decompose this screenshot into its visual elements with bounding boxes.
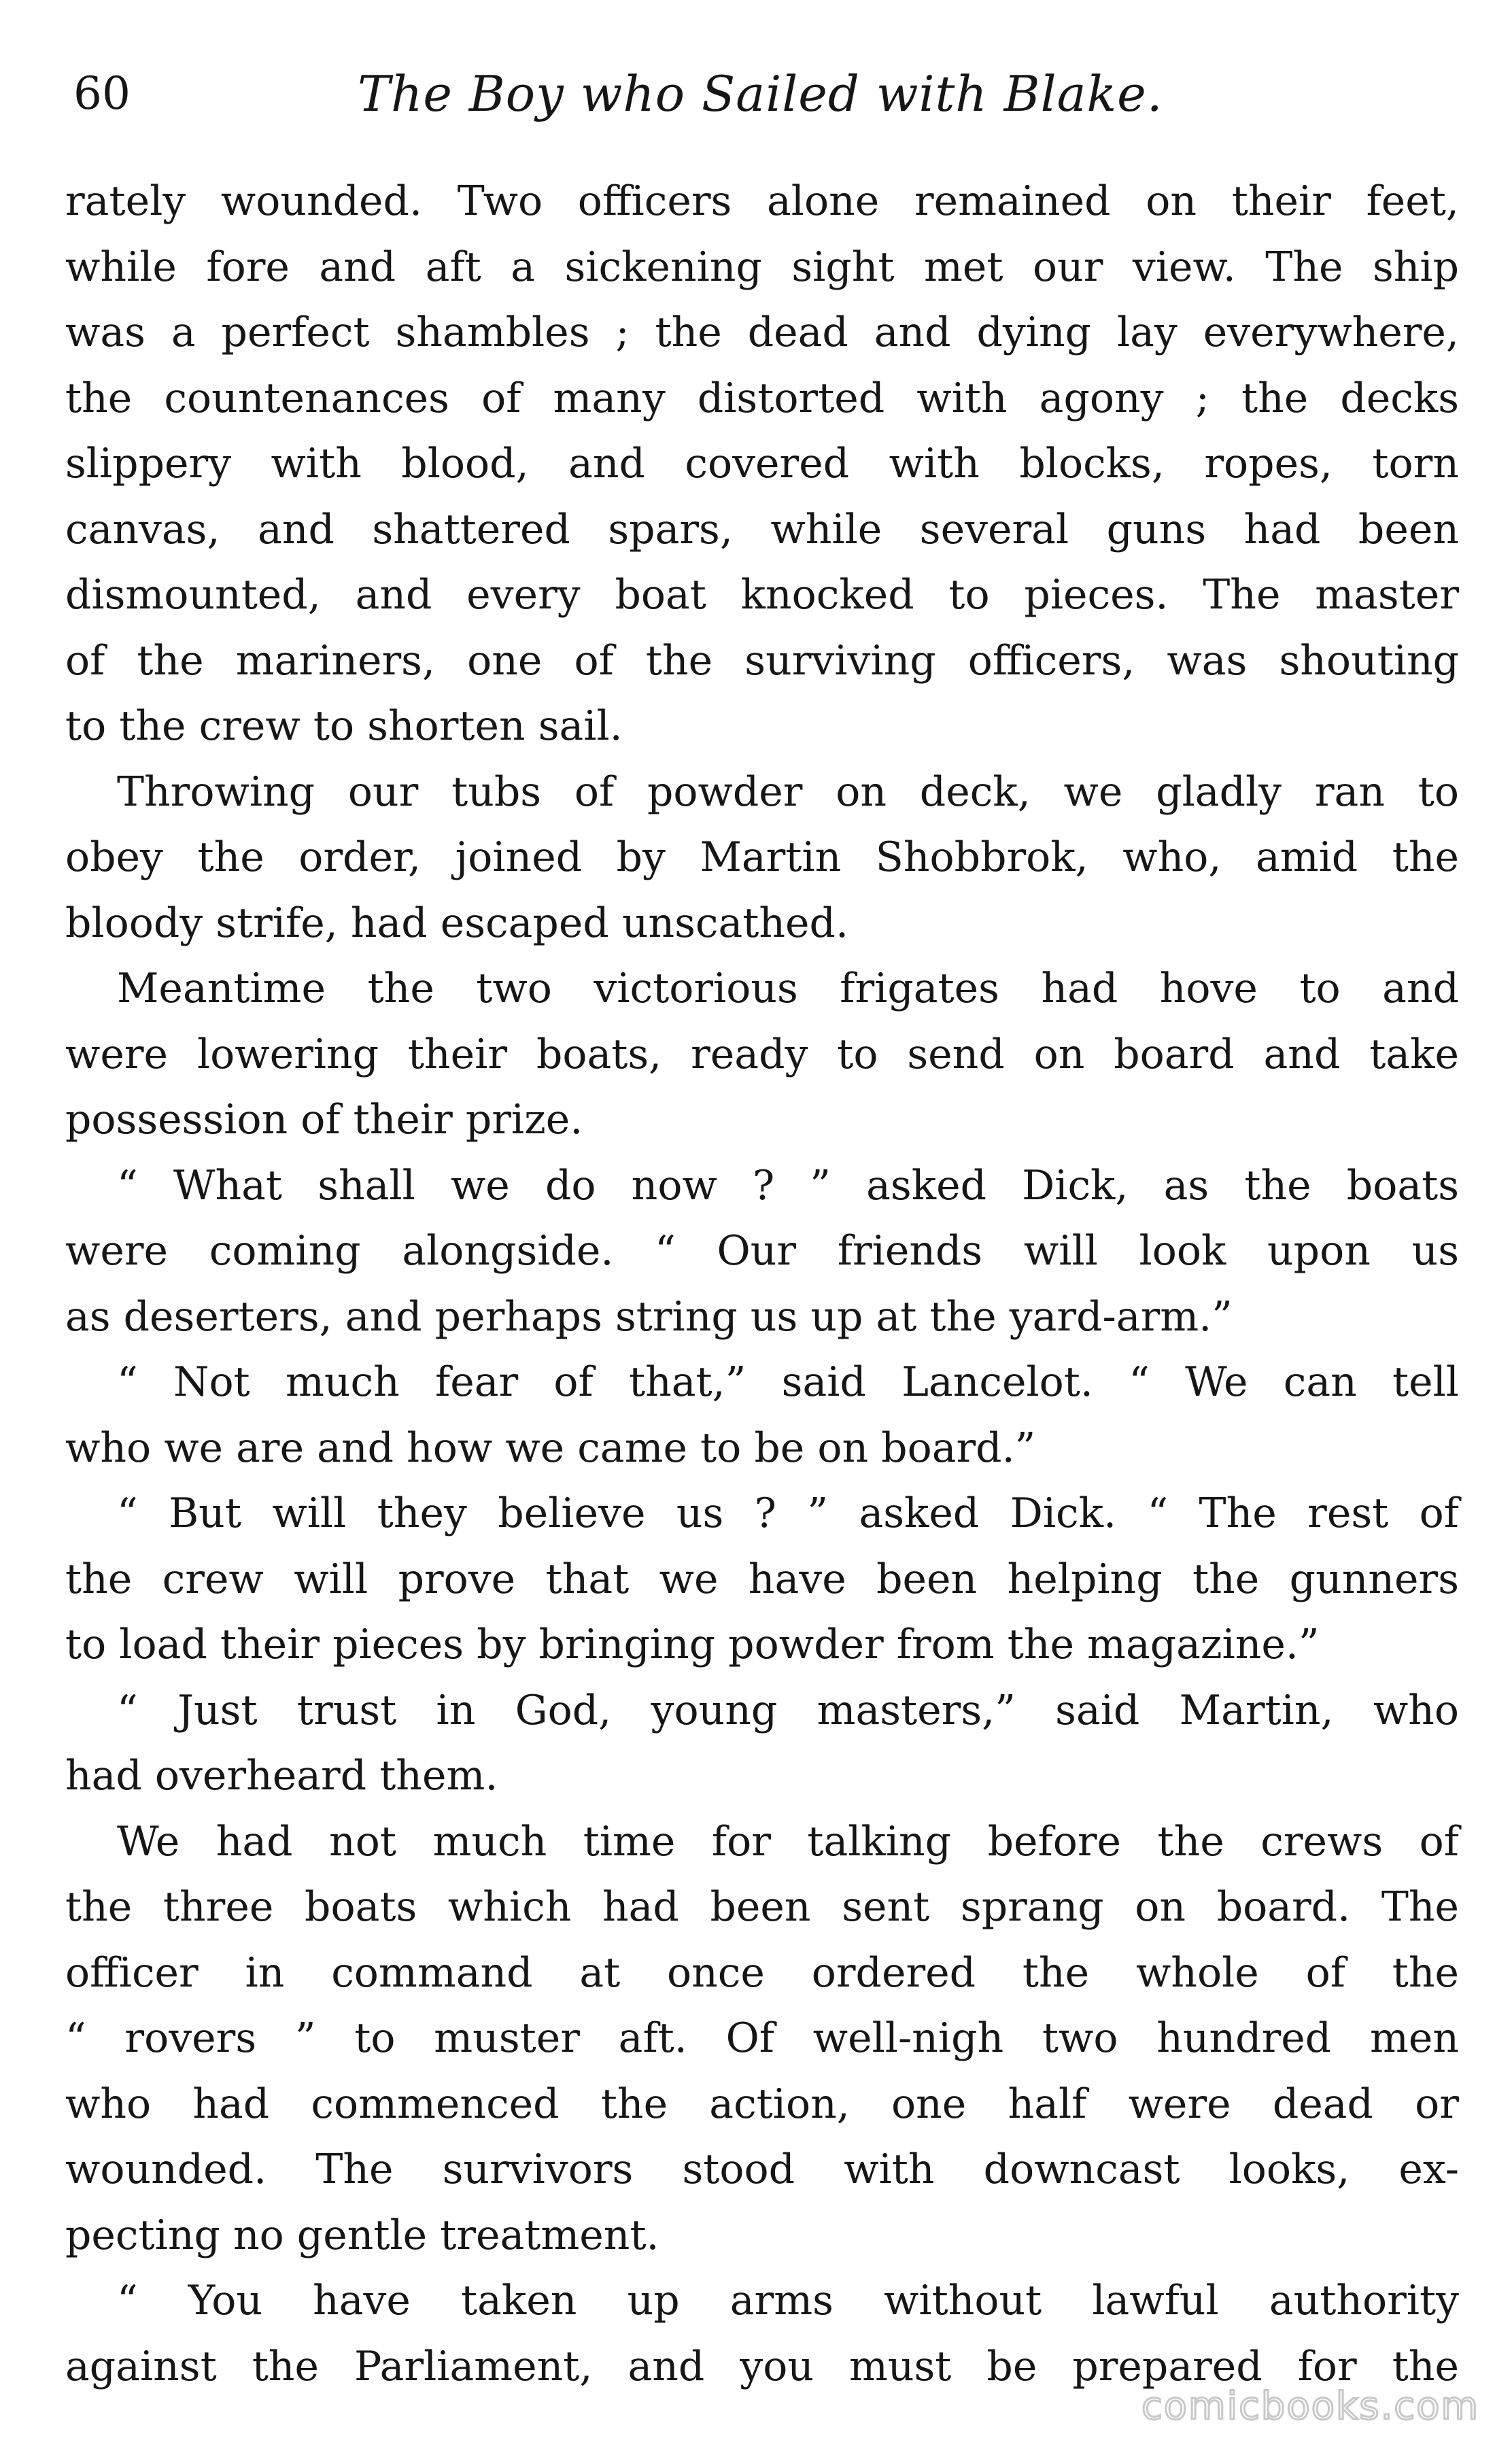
text-line: pecting no gentle treatment.: [65, 2211, 659, 2259]
page-header: [73, 60, 1467, 141]
text-line: who we are and how we came to be on board.”: [65, 1424, 1036, 1472]
text-line: canvas, and shattered spars, while several guns had been: [65, 505, 1459, 553]
text-line: officer in command at once ordered the whole of the: [65, 1948, 1459, 1997]
text-line: were coming alongside. “ Our friends will look upon us: [65, 1227, 1459, 1275]
text-line: of the mariners, one of the surviving officers, was shouting: [65, 636, 1459, 685]
text-line: possession of their prize.: [65, 1096, 583, 1144]
text-line: “ What shall we do now ? ” asked Dick, as the boats: [117, 1161, 1459, 1209]
text-line: slippery with blood, and covered with blocks, ropes, torn: [65, 440, 1459, 487]
text-line: wounded. The survivors stood with downcast looks, ex-: [65, 2146, 1459, 2193]
text-line: as deserters, and perhaps string us up at the yard-arm.”: [65, 1292, 1233, 1341]
text-line: was a perfect shambles ; the dead and dying lay everywhere,: [65, 309, 1459, 356]
body-text: [65, 169, 1459, 2399]
text-line: We had not much time for talking before the crews of: [117, 1817, 1459, 1866]
text-line: while fore and aft a sickening sight met our view. The ship: [65, 243, 1459, 291]
text-line: against the Parliament, and you must be prepared for the: [65, 2342, 1459, 2390]
running-title: The Boy who Sailed with Blake.: [358, 65, 1163, 122]
text-line: Throwing our tubs of powder on deck, we gladly ran to: [117, 768, 1459, 816]
watermark: comicbooks.com: [1141, 2384, 1479, 2428]
text-line: Meantime the two victorious frigates had hove to and: [117, 965, 1459, 1012]
text-line: rately wounded. Two officers alone remained on their feet,: [65, 177, 1459, 225]
text-line: “ Just trust in God, young masters,” said Martin, who: [117, 1686, 1459, 1734]
text-line: were lowering their boats, ready to send on board and take: [65, 1030, 1459, 1078]
text-line: had overheard them.: [65, 1752, 498, 1800]
text-line: to load their pieces by bringing powder from the magazine.”: [65, 1621, 1320, 1668]
text-line: bloody strife, had escaped unscathed.: [65, 899, 849, 947]
text-line: the three boats which had been sent sprang on board. The: [65, 1883, 1459, 1931]
text-line: “ Not much fear of that,” said Lancelot. “ We can tell: [117, 1358, 1459, 1406]
text-line: dismounted, and every boat knocked to pieces. The master: [65, 571, 1459, 619]
text-line: who had commenced the action, one half were dead or: [65, 2080, 1459, 2128]
text-line: obey the order, joined by Martin Shobbrok, who, amid the: [65, 834, 1459, 881]
text-line: “ But will they believe us ? ” asked Dick. “ The rest of: [117, 1490, 1459, 1537]
text-line: the crew will prove that we have been helping the gunners: [65, 1555, 1459, 1603]
text-line: to the crew to shorten sail.: [65, 702, 623, 750]
text-line: “ rovers ” to muster aft. Of well-nigh two hundred men: [65, 2014, 1459, 2062]
text-line: “ You have taken up arms without lawful authority: [117, 2277, 1459, 2324]
page-number: 60: [73, 67, 131, 120]
text-line: the countenances of many distorted with agony ; the decks: [65, 374, 1459, 422]
